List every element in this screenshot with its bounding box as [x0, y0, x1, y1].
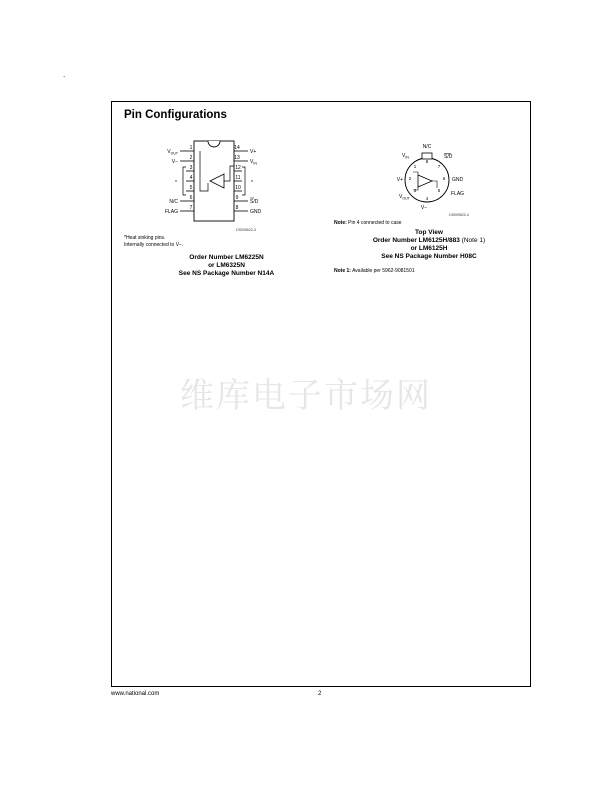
dip-pin-8-label: GND [250, 209, 262, 215]
dip-left-pins [165, 145, 194, 215]
can-order-line-3: See NS Package Number H08C [381, 253, 477, 260]
can-pin-5-label: FLAG [451, 191, 465, 197]
dip-pin-1-label: $V_{OUT}$ [167, 149, 178, 156]
can-figure-code: DS009622-4 [449, 213, 469, 217]
can-pin-4-label: V− [420, 205, 428, 211]
dip-pin-14-label: V+ [250, 149, 257, 155]
dip-pin-8-number: 8 [235, 205, 239, 211]
can-pin-8-label: N/C [422, 144, 432, 150]
can-pin-7-label: S/D [444, 154, 453, 160]
dip-pin-1-number: 1 [189, 145, 193, 151]
can-note-ref: (Note 1) [459, 237, 486, 244]
can-pin-6-number: 6 [442, 176, 446, 181]
note-1-text: Available per 5962-9081501 [350, 268, 415, 274]
can-order-line-2: or LM6125H [410, 245, 448, 252]
can-pin-2-number: 2 [408, 176, 412, 181]
dip-pin-13-number: 13 [234, 155, 240, 161]
can-order-line-1: Order Number LM6125H/883 (Note 1) [372, 237, 486, 244]
dip-pin-2-number: 2 [189, 155, 193, 161]
dip-order-line-2: or LM6325N [208, 262, 245, 269]
note-1-label: Note 1: [334, 268, 351, 274]
page-mark: . [63, 70, 66, 79]
dip-pin-12-number: 12 [235, 165, 241, 171]
dip-pin-7-number: 7 [189, 205, 193, 211]
dip-pin-9-number: 9 [235, 195, 239, 201]
can-pin-3-number: 3 [413, 188, 417, 193]
can-pin-6-label: GND [452, 177, 464, 183]
can-pin-2-label: V+ [396, 177, 403, 183]
dip-heat-marker-left: * [175, 180, 177, 186]
dip-pin-5-number: 5 [189, 185, 193, 191]
can-note [334, 220, 402, 226]
can-pin-7-number: 7 [437, 164, 441, 169]
dip-pin-4-number: 4 [189, 175, 193, 181]
dip-pin-11-number: 11 [235, 175, 241, 181]
can-note-text: Pin 4 connected to case [346, 220, 402, 226]
can-diagram [382, 138, 482, 220]
can-pin-8-number: 8 [425, 159, 429, 164]
can-pin-1-label: $V_{IN}$ [402, 153, 409, 160]
page-number: 2 [318, 691, 322, 697]
dip-heat-marker-right: * [251, 180, 253, 186]
footer-url[interactable]: www.national.com [111, 691, 160, 697]
dip-pin-13-label: $V_{IN}$ [250, 159, 257, 166]
can-order-info [334, 229, 524, 261]
dip-pin-3-number: 3 [189, 165, 193, 171]
dip-order-line-1: Order Number LM6225N [189, 254, 264, 261]
dip-note-internal: Internally connected to V−. [124, 242, 184, 248]
dip14-diagram [162, 139, 282, 234]
can-pin-1-number: 1 [413, 164, 417, 169]
dip-note-heat: *Heat sinking pins. [124, 235, 166, 241]
dip-pin-7-label: FLAG [164, 209, 178, 215]
dip-pin-2-label: V− [171, 159, 178, 165]
note-1 [334, 268, 415, 274]
dip-notes [124, 235, 329, 249]
dip-right-pins [234, 145, 262, 215]
dip-pin-10-number: 10 [235, 185, 241, 191]
can-top-view-label: Top View [415, 229, 443, 236]
section-title: Pin Configurations [124, 109, 227, 121]
can-note-label: Note: [334, 220, 347, 226]
watermark-text: 维库电子市场网 [180, 376, 432, 416]
dip-order-info [124, 254, 329, 278]
dip-pin-14-number: 14 [234, 145, 240, 151]
dip-figure-code: DS009622-3 [236, 228, 256, 232]
dip-pin-6-number: 6 [189, 195, 193, 201]
dip-order-line-3: See NS Package Number N14A [178, 270, 275, 277]
can-pin-5-number: 5 [437, 188, 441, 193]
dip-pin-6-label: N/C [169, 199, 178, 205]
dip-pin-9-label: S/D [250, 199, 259, 205]
can-pin-4-number: 4 [425, 196, 429, 201]
can-pin-3-label: $V_{OUT}$ [399, 194, 410, 201]
